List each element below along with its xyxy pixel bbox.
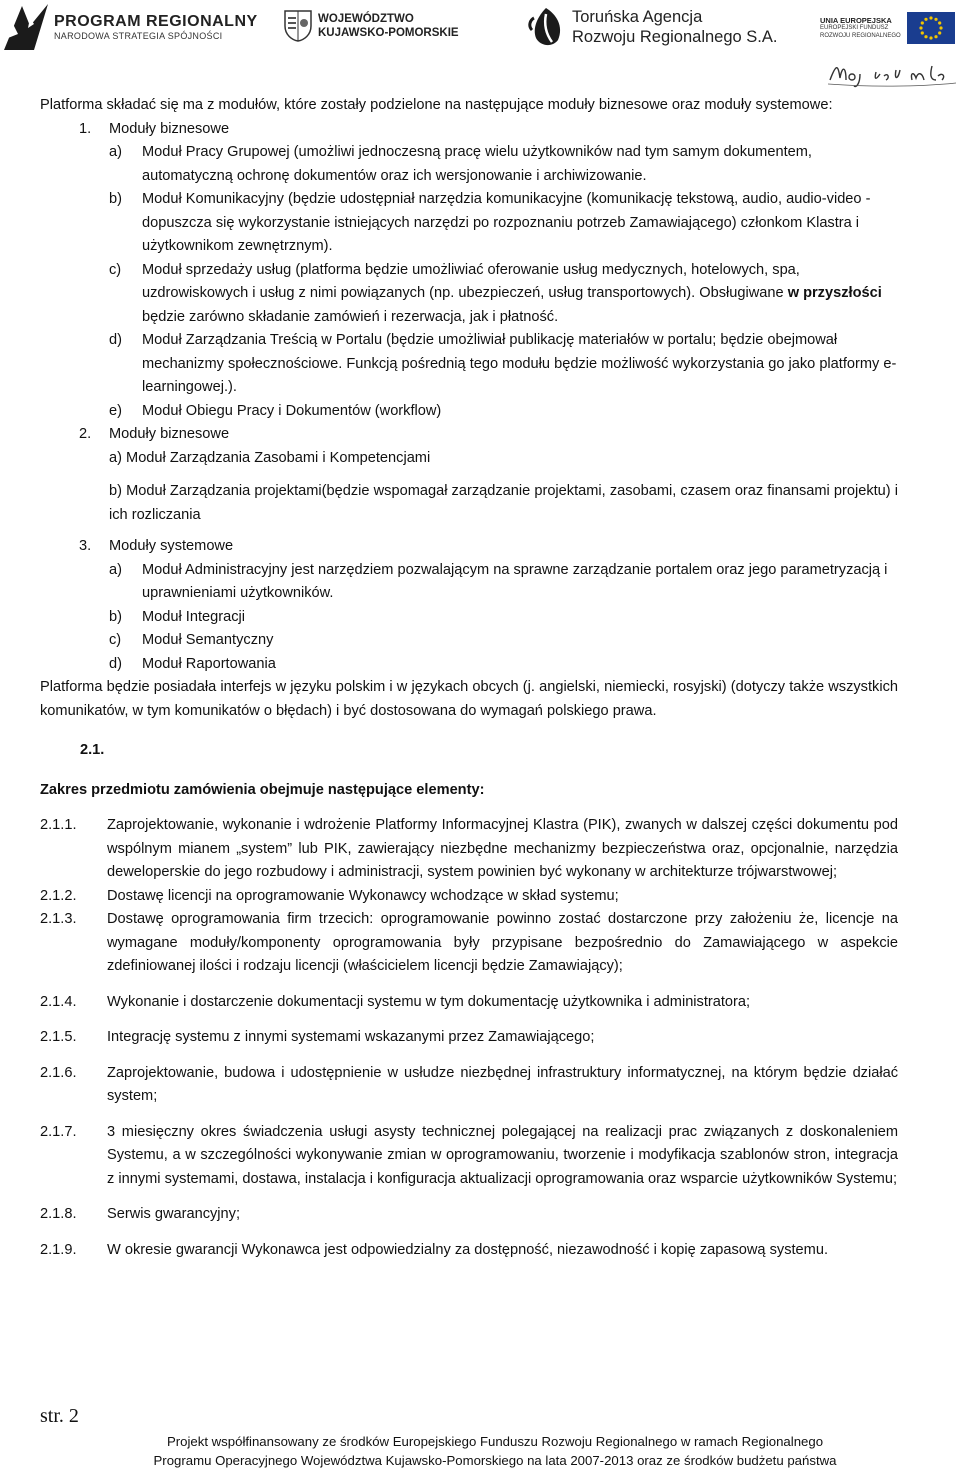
program-regionalny-emblem-icon [4,4,48,50]
item-text: Moduł sprzedaży usług (platforma będzie umożliwiać oferowanie usług medycznych, hotelowych, spa, uzdrowiskowych i usług z nimi powiązanych (np. ubezpieczeń, usług transportowych). Obsługiwane [142,261,800,301]
logo-unia-europejska [820,12,955,44]
scope-item-text: 3 miesięczny okres świadczenia usługi asysty technicznej polegającej na realizacji prac związanych z doskonaleniem Systemu, a w szczególności wykonywanie zmian w oprogramowaniu, tworzenie i modyfikacja szablonów stron, integracja z innymi systemami, dostawa, instalacja i konfiguracja aktualizacji oprogramowania oraz wsparcie użytkowników Systemu; [107,1123,898,1187]
page-footer [60,1432,930,1470]
list-item [40,329,898,400]
document-body [40,90,898,1262]
scope-item-number: 2.1.8. [40,1206,77,1222]
item-label: a) [109,561,122,578]
section-number: 2.1. [80,742,105,758]
scope-item-text: Integrację systemu z innymi systemami wskazanymi przez Zamawiającego; [107,1029,595,1045]
item-text: Moduł Obiegu Pracy i Dokumentów (workflow) [142,402,442,419]
list-item [40,606,898,630]
group-number: 1. [79,120,92,137]
list-item [40,188,898,259]
tarr-line2: Rozwoju Regionalnego S.A. [572,28,778,46]
list-item [40,259,898,330]
scope-item [40,814,898,885]
scope-item-number: 2.1.3. [40,911,77,927]
item-bold-text: w przyszłości [787,285,882,301]
scope-item-number: 2.1.9. [40,1241,77,1258]
tarr-leaf-icon [528,6,566,48]
scope-item-text: Dostawę oprogramowania firm trzecich: oprogramowanie powinno zostać dostarczone przy założeniu że, licencje na wymagane moduły/komponenty oprogramowania były przypisane bezpośrednio do Zamawiającego w aspekcie zdefiniowanej ilości i rodzaju licencji (właścicielem licencji będzie Zamawiający); [107,911,898,974]
item-label: d) [109,332,122,348]
item-text: Moduł Zarządzania Treścią w Portalu (będzie umożliwiał publikację materiałów w portalu; będzie obejmował mechanizmy społecznościowe. Funkcją pośrednią tego modułu będzie możliwość wykorzystania go jako platformy e-learningowej.). [142,332,897,395]
item-label: b) [109,608,122,625]
intro-paragraph: Platforma składać się ma z modułów, które zostały podzielone na następujące moduły biznesowe oraz moduły systemowe: [40,97,833,113]
scope-item-text: Serwis gwarancyjny; [107,1206,241,1222]
item-label: c) [109,632,122,648]
scope-item [40,991,898,1015]
scope-item [40,1239,898,1263]
group-title: Moduły biznesowe [109,120,230,137]
scope-item-number: 2.1.1. [40,817,77,833]
coat-of-arms-icon [284,10,312,42]
list-item [40,141,898,188]
item-label: e) [109,402,122,419]
scope-item-text: Wykonanie i dostarczenie dokumentacji systemu w tym dokumentację użytkownika i administratora; [107,993,751,1010]
list-item [40,653,898,677]
scope-item-number: 2.1.4. [40,993,77,1010]
item-text: Moduł Komunikacyjny (będzie udostępniał narzędzia komunikacyjne (komunikację tekstową, audio, audio-video - dopuszcza się wykorzystanie istniejących narzędzi po rozpoznaniu potrzeb Zamawiającego) członkom Klastra i użytkownikom zewnętrznym). [142,191,871,254]
item-text-after: będzie zarówno składanie zamówień i rezerwacja, jak i płatność. [142,308,559,325]
group-title: Moduły biznesowe [109,426,230,442]
footer-line-2: Programu Operacyjnego Województwa Kujawsko-Pomorskiego na lata 2007-2013 oraz ze środków budżetu państwa [153,1453,837,1468]
item-text-group [142,259,898,330]
list-item [40,400,898,424]
ue-line2: EUROPEJSKI FUNDUSZ [820,25,889,31]
eu-flag-icon [907,12,955,44]
list-item [40,629,898,653]
logo-program-regionalny [4,4,258,50]
scope-item [40,1121,898,1192]
group-number: 2. [79,426,92,442]
wojewodztwo-line1: WOJEWÓDZTWO [318,13,414,25]
item-text: Moduł Raportowania [142,655,276,672]
group-2-item-a: a) Moduł Zarządzania Zasobami i Kompetencjami [109,449,431,466]
program-regionalny-title: PROGRAM REGIONALNY [54,13,258,30]
group-1-heading [40,118,898,142]
page-number: str. 2 [40,1405,79,1427]
scope-heading: Zakres przedmiotu zamówienia obejmuje następujące elementy: [40,781,485,798]
logo-tarr [528,6,777,48]
list-item [40,559,898,606]
footer-line-1: Projekt współfinansowany ze środków Europejskiego Funduszu Rozwoju Regionalnego w ramach Regionalnego [166,1434,824,1449]
ue-line3: ROZWOJU REGIONALNEGO [820,32,901,39]
item-label: a) [109,144,122,160]
item-label: c) [109,261,122,278]
page-header [0,0,960,90]
item-text: Moduł Administracyjny jest narzędziem pozwalającym na sprawne zarządzanie portalem oraz jego parametryzacją i uprawnieniami użytkowników. [142,561,888,601]
item-text: Moduł Pracy Grupowej (umożliwi jednoczesną pracę wielu użytkowników nad tym samym dokumentem, automatyczną ochronę dokumentów oraz ich wersjonowanie i archiwizowanie. [142,144,812,184]
wojewodztwo-line2: KUJAWSKO-POMORSKIE [318,27,459,39]
group-2-heading [40,423,898,447]
scope-item-number: 2.1.2. [40,887,77,904]
group-3-heading [40,535,898,559]
scope-item-text: Zaprojektowanie, budowa i udostępnienie w usłudze niezbędnej infrastruktury informatycznej, na którym będzie działać system; [107,1064,898,1104]
item-text: Moduł Integracji [142,608,246,625]
tarr-line1: Toruńska Agencja [572,8,703,26]
scope-item-text: W okresie gwarancji Wykonawca jest odpowiedzialny za dostępność, niezawodność i kopię zapasową systemu. [107,1241,828,1258]
scope-item-text: Dostawę licencji na oprogramowanie Wykonawcy wchodzące w skład systemu; [107,887,619,904]
ue-line1: UNIA EUROPEJSKA [820,16,892,25]
scope-item [40,908,898,979]
item-label: b) [109,191,122,207]
scope-item-number: 2.1.6. [40,1064,77,1081]
scope-item [40,1062,898,1109]
motto-text: Mój region w Europie [828,86,838,87]
program-regionalny-subtitle: NARODOWA STRATEGIA SPÓJNOŚCI [54,31,223,41]
motto-signature [828,58,958,88]
item-label: d) [109,655,122,672]
item-text: Moduł Semantyczny [142,632,274,648]
languages-paragraph: Platforma będzie posiadała interfejs w języku polskim i w językach obcych (j. angielski, niemiecki, rosyjski) (dotyczy także wszystkich komunikatów, w tym komunikatów o błędach) i być dostosowana do wymagań polskiego prawa. [40,679,898,719]
scope-item-number: 2.1.7. [40,1123,77,1140]
scope-item [40,1026,898,1050]
scope-item [40,1203,898,1227]
group-number: 3. [79,538,92,554]
group-title: Moduły systemowe [109,538,234,554]
logo-wojewodztwo [284,10,459,42]
group-2-item-b: b) Moduł Zarządzania projektami(będzie wspomagał zarządzanie projektami, zasobami, czasem oraz finansami projektu) i ich rozliczania [109,483,898,523]
scope-item-text: Zaprojektowanie, wykonanie i wdrożenie Platformy Informacyjnej Klastra (PIK), zwanych w dalszej części dokumentu pod wspólnym mianem „system” lub PIK, zawierający niezbędne mechanizmy bezpieczeństwa oraz, opcjonalnie, narzędzia deweloperskie do jego rozbudowy i administracji, system powinien być wykonany w architekturze trójwarstwowej; [107,817,898,880]
scope-item-number: 2.1.5. [40,1029,77,1045]
scope-item [40,885,898,909]
